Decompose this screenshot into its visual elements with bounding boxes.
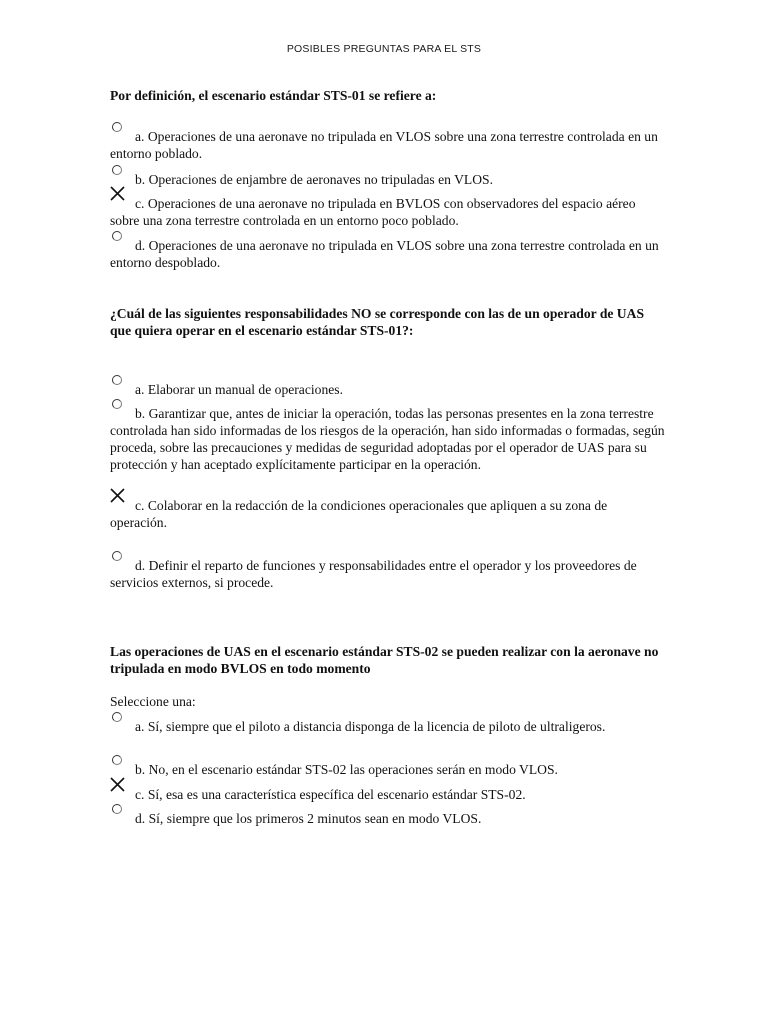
q3-option-c[interactable] [110, 786, 665, 803]
option-text: d. Sí, siempre que los primeros 2 minutos sean en modo VLOS. [135, 811, 482, 826]
radio-button-icon[interactable] [112, 712, 122, 722]
option-text: c. Operaciones de una aeronave no tripulada en BVLOS con observadores del espacio aéreo sobre una zona terrestre controlada en un entorno poco poblado. [110, 196, 636, 228]
q3-option-b[interactable] [110, 761, 665, 778]
radio-button-icon[interactable] [112, 122, 122, 132]
q1-option-c[interactable] [110, 195, 665, 229]
page-title: POSIBLES PREGUNTAS PARA EL STS [286, 43, 482, 55]
option-text: d. Definir el reparto de funciones y responsabilidades entre el operador y los proveedores de servicios externos, si procede. [110, 558, 637, 590]
option-text: c. Sí, esa es una característica específica del escenario estándar STS-02. [135, 787, 526, 802]
radio-button-icon[interactable] [112, 551, 122, 561]
question-1-title: Por definición, el escenario estándar STS-01 se refiere a: [110, 88, 437, 103]
q3-option-a[interactable] [110, 718, 665, 735]
option-text: d. Operaciones de una aeronave no tripulada en VLOS sobre una zona terrestre controlada en un entorno despoblado. [110, 238, 659, 270]
q2-option-d[interactable] [110, 557, 665, 591]
option-text: c. Colaborar en la redacción de la condiciones operacionales que apliquen a su zona de operación. [110, 498, 608, 530]
q1-option-b[interactable] [110, 171, 665, 188]
selected-x-mark-icon[interactable] [109, 776, 126, 793]
selected-x-mark-icon[interactable] [109, 185, 126, 202]
select-one-prompt: Seleccione una: [110, 694, 196, 709]
question-3-title: Las operaciones de UAS en el escenario estándar STS-02 se pueden realizar con la aeronave no tripulada en modo BVLOS en todo momento [110, 644, 659, 676]
q3-option-d[interactable] [110, 810, 665, 827]
option-text: b. Garantizar que, antes de iniciar la operación, todas las personas presentes en la zona terrestre controlada han sido informadas de los riesgos de la operación, han sido informadas o formadas, según proceda, sobre las precauciones y medidas de seguridad adoptadas por el operador de UAS para su protección y han aceptado explícitamente participar en la operación. [110, 406, 665, 472]
q2-option-b[interactable] [110, 405, 665, 473]
radio-button-icon[interactable] [112, 755, 122, 765]
option-text: a. Operaciones de una aeronave no tripulada en VLOS sobre una zona terrestre controlada en un entorno poblado. [110, 129, 658, 161]
q1-option-d[interactable] [110, 237, 665, 271]
q1-option-a[interactable] [110, 128, 665, 162]
radio-button-icon[interactable] [112, 231, 122, 241]
option-text: b. No, en el escenario estándar STS-02 las operaciones serán en modo VLOS. [135, 762, 558, 777]
option-text: a. Elaborar un manual de operaciones. [135, 382, 343, 397]
radio-button-icon[interactable] [112, 375, 122, 385]
q2-option-c[interactable] [110, 497, 665, 531]
radio-button-icon[interactable] [112, 399, 122, 409]
selected-x-mark-icon[interactable] [109, 487, 126, 504]
option-text: b. Operaciones de enjambre de aeronaves no tripuladas en VLOS. [135, 172, 493, 187]
radio-button-icon[interactable] [112, 804, 122, 814]
radio-button-icon[interactable] [112, 165, 122, 175]
option-text: a. Sí, siempre que el piloto a distancia disponga de la licencia de piloto de ultraligeros. [135, 719, 606, 734]
q2-option-a[interactable] [110, 381, 665, 398]
question-2-title: ¿Cuál de las siguientes responsabilidades NO se corresponde con las de un operador de UAS que quiera operar en el escenario estándar STS-01?: [110, 306, 644, 338]
